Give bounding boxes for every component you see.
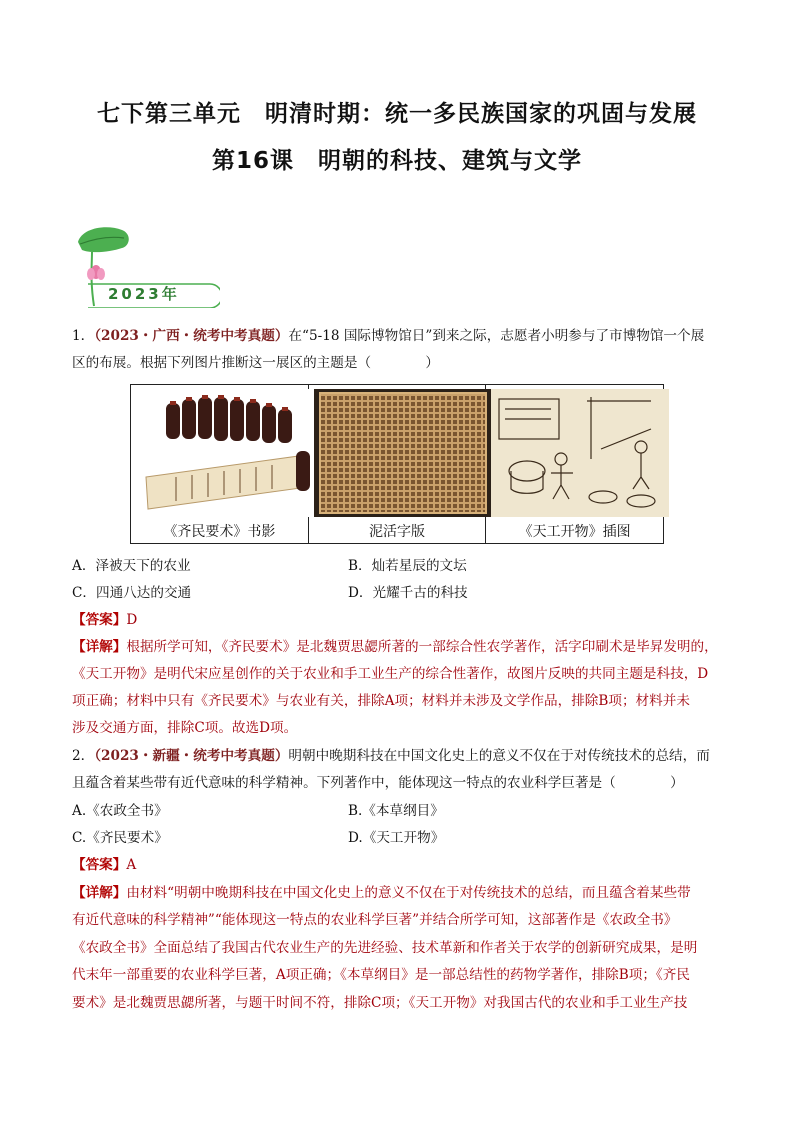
q2-option-b[interactable]: B.《本草纲目》 [348,803,444,819]
caption-tiangong: 《天工开物》插图 [518,524,631,540]
illustration-image [491,389,669,517]
scroll-book-image [136,389,314,517]
figure-panel-clay-type [309,385,487,543]
figure-panel-tiangong [486,385,663,543]
q2-detail-line1 [72,883,727,903]
q2-stem-text: 明朝中晚期科技在中国文化史上的意义不仅在于对传统技术的总结，而 [288,748,710,764]
q1-detail-label: 【详解】 [72,639,127,655]
q1-option-c[interactable]: C．四通八达的交通 [72,585,192,601]
q1-detail-line2: 《天工开物》是明代宋应星创作的关于农业和手工业生产的综合性著作，故图片反映的共同主题是科技，D [72,666,709,682]
q2-number: 2． [72,748,95,764]
q1-stem-text: 在“5-18 国际博物馆日”到来之际，志愿者小明参与了市博物馆一个展 [288,328,705,344]
q2-detail-line5: 要术》是北魏贾思勰所著，与题干时间不符，排除C项；《天工开物》对我国古代的农业和手工业生产技 [72,995,688,1011]
q2-source: （2023・新疆・统考中考真题） [94,748,289,764]
q2-detail-line4: 代末年一部重要的农业科学巨著，A项正确；《本草纲目》是一部总结性的药物学著作，排除B项；《齐民 [72,967,690,983]
q2-detail-label: 【详解】 [72,885,127,901]
caption-clay-type: 泥活字版 [369,524,425,540]
q1-detail-text: 根据所学可知，《齐民要术》是北魏贾思勰所著的一部综合性农学著作，活字印刷术是毕昇发明的， [126,639,718,655]
q1-answer-value: D [126,612,138,628]
q2-detail-line2: 有近代意味的科学精神”“能体现这一特点的农业科学巨著”并结合所学可知，这部著作是《农政全书》 [72,912,678,928]
q1-option-d[interactable]: D．光耀千古的科技 [348,585,468,601]
q1-stem-line2: 区的布展。根据下列图片推断这一展区的主题是（ ） [72,355,440,371]
q2-answer-label: 【答案】 [72,857,127,873]
q2-stem-line2: 且蕴含着某些带有近代意味的科学精神。下列著作中，能体现这一特点的农业科学巨著是（ ） [72,775,684,791]
q1-option-a[interactable]: A．泽被天下的农业 [72,558,191,574]
page-title-lesson: 第16课 明朝的科技、建筑与文学 [211,148,582,174]
q1-answer [72,610,727,630]
q1-source: （2023・广西・统考中考真题） [94,328,289,344]
q2-option-c[interactable]: C.《齐民要术》 [72,830,168,846]
q1-detail-line4: 涉及交通方面，排除C项。故选D项。 [72,720,298,736]
q2-detail-text: 由材料“明朝中晚期科技在中国文化史上的意义不仅在于对传统技术的总结，而且蕴含着某些带 [126,885,691,901]
q2-answer [72,855,727,875]
q2-detail-line3: 《农政全书》全面总结了我国古代农业生产的先进经验、技术革新和作者关于农学的创新研究成果，是明 [72,940,698,956]
clay-type-image [314,389,492,517]
q2-option-a[interactable]: A.《农政全书》 [72,803,168,819]
q1-detail-line3: 项正确；材料中只有《齐民要术》与农业有关，排除A项；材料并未涉及文学作品，排除B项；材料并未 [72,693,690,709]
q1-option-b[interactable]: B．灿若星辰的文坛 [348,558,467,574]
year-badge-label: 2023年 [108,285,180,303]
q2-answer-value: A [126,857,137,873]
page-title-unit: 七下第三单元 明清时期：统一多民族国家的巩固与发展 [97,101,697,127]
q1-detail-line1 [72,637,727,657]
figure-panel-qimin [131,385,309,543]
q1-figure-table [130,384,664,544]
q1-stem-line1 [72,326,727,346]
q1-answer-label: 【答案】 [72,612,127,628]
q2-option-d[interactable]: D.《天工开物》 [348,830,445,846]
caption-qimin: 《齐民要术》书影 [163,524,276,540]
q1-number: 1． [72,328,95,344]
q2-stem-line1 [72,746,727,766]
